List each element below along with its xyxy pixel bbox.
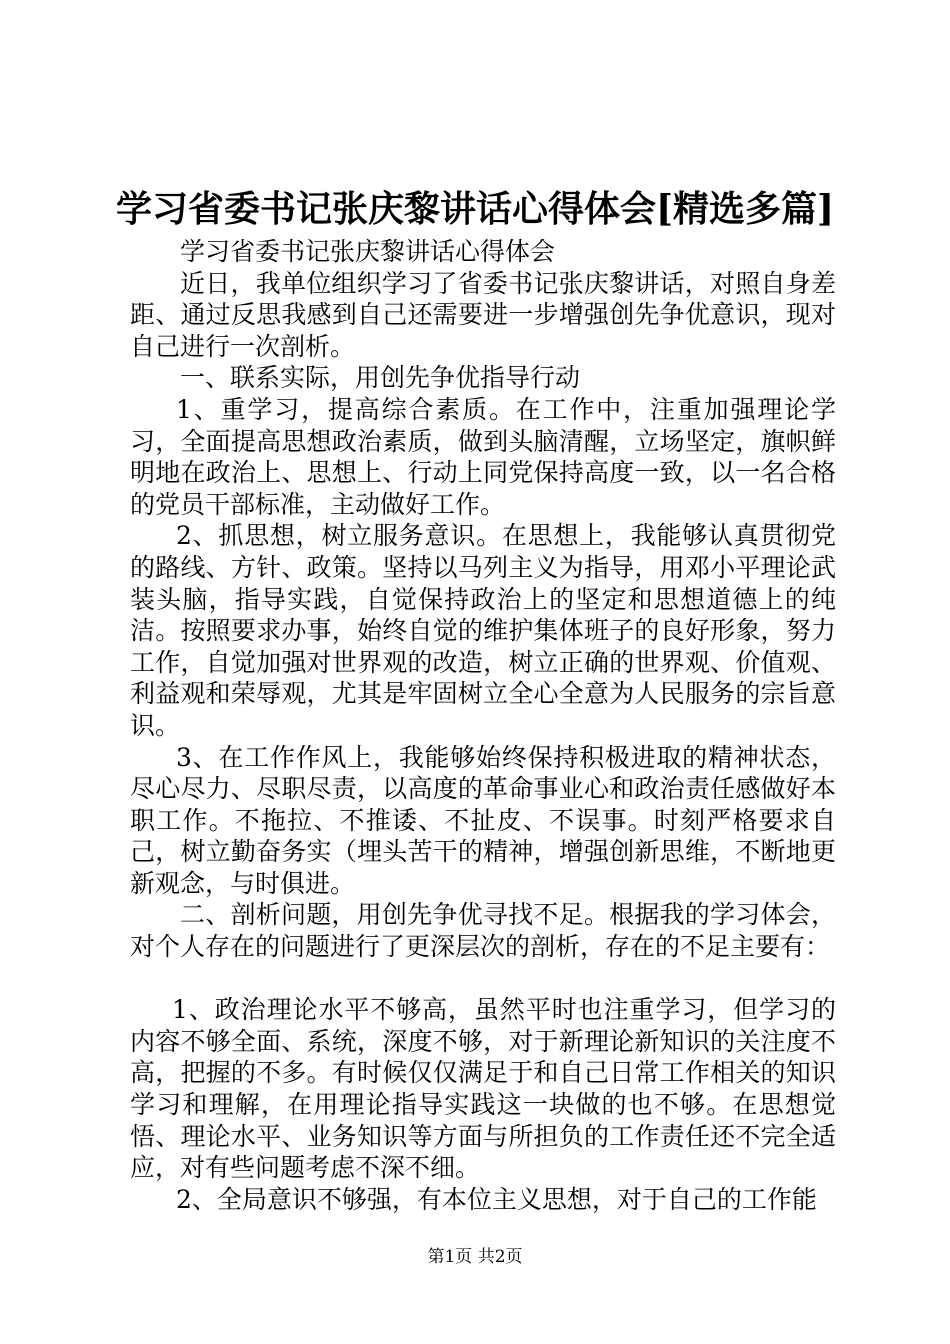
problem-paragraph-2: 2、全局意识不够强，有本位主义思想，对于自己的工作能 [176,1184,817,1214]
document-title: 学习省委书记张庆黎讲话心得体会[精选多篇] [115,188,835,230]
intro-paragraph: 近日，我单位组织学习了省委书记张庆黎讲话，对照自身差距、通过反思我感到自己还需要进一步增强创先争优意识，现对自己进行一次剖析。 [130,268,836,361]
item-paragraph-3: 3、在工作作风上，我能够始终保持积极进取的精神状态，尽心尽力、尽职尽责，以高度的革命事业心和政治责任感做好本职工作。不拖拉、不推诿、不扯皮、不误事。时刻严格要求自己，树立勤奋务实（埋头苦干的精神，增强创新思维，不断地更新观念，与时俱进。 [130,742,836,898]
section-heading-1: 一、联系实际，用创先争优指导行动 [180,363,581,393]
subtitle-paragraph: 学习省委书记张庆黎讲话心得体会 [180,237,556,266]
document-body [130,236,836,1215]
section-heading-2: 二、剖析问题，用创先争优寻找不足。根据我的学习体会，对个人存在的问题进行了更深层次的剖析，存在的不足主要有： [130,900,836,962]
page-footer: 第1页 共2页 [427,1247,523,1267]
problem-paragraph-1: 1、政治理论水平不够高，虽然平时也注重学习，但学习的内容不够全面、系统，深度不够，对于新理论新知识的关注度不高，把握的不多。有时候仅仅满足于和自己日常工作相关的知识学习和理解，在用理论指导实践这一块做的也不够。在思想觉悟、理论水平、业务知识等方面与所担负的工作责任还不完全适应，对有些问题考虑不深不细。 [130,995,836,1183]
item-paragraph-2: 2、抓思想，树立服务意识。在思想上，我能够认真贯彻党的路线、方针、政策。坚持以马列主义为指导，用邓小平理论武装头脑，指导实践，自觉保持政治上的坚定和思想道德上的纯洁。按照要求办事，始终自觉的维护集体班子的良好形象，努力工作，自觉加强对世界观的改造，树立正确的世界观、价值观、利益观和荣辱观，尤其是牢固树立全心全意为人民服务的宗旨意识。 [130,521,836,740]
blank-line [130,963,836,995]
item-paragraph-1: 1、重学习，提高综合素质。在工作中，注重加强理论学习，全面提高思想政治素质，做到头脑清醒，立场坚定，旗帜鲜明地在政治上、思想上、行动上同党保持高度一致，以一名合格的党员干部标准，主动做好工作。 [130,394,836,519]
